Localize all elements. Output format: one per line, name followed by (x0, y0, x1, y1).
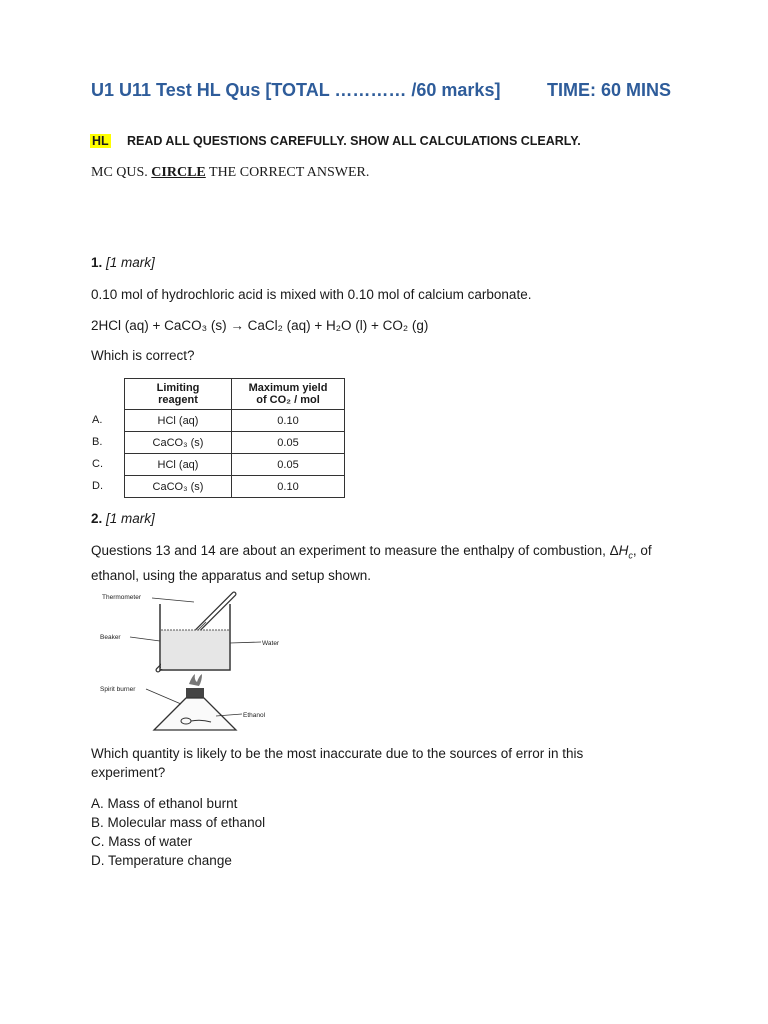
q1-statement: 0.10 mol of hydrochloric acid is mixed with 0.10 mol of calcium carbonate. (91, 287, 532, 302)
answer-option-b[interactable]: B. Molecular mass of ethanol (91, 815, 266, 830)
answer-option-a[interactable]: A. Mass of ethanol burnt (91, 796, 238, 811)
q2-marks: [1 mark] (106, 511, 155, 526)
table-row (125, 476, 345, 498)
answer-option-d[interactable]: D. Temperature change (91, 853, 232, 868)
table-header-reagent: Limiting reagent (125, 379, 232, 410)
option-letter-d: D. (92, 480, 103, 492)
q1-question: Which is correct? (91, 348, 195, 363)
option-letter-b: B. (92, 436, 103, 448)
table-row (125, 454, 345, 476)
table-cell-reagent: CaCO₃ (s) (125, 476, 232, 498)
table-row (125, 410, 345, 432)
q1-number: 1. (91, 255, 103, 270)
table-cell-reagent: CaCO₃ (s) (125, 432, 232, 454)
table-cell-yield: 0.10 (232, 410, 345, 432)
q2-options (91, 794, 265, 870)
table-cell-reagent: HCl (aq) (125, 454, 232, 476)
q1-equation: 2HCl (aq) + CaCO₃ (s) → CaCl₂ (aq) + H₂O (l) + CO₂ (g) (91, 318, 429, 333)
label-water: Water (262, 640, 280, 647)
spirit-burner-icon (154, 674, 236, 730)
label-ethanol: Ethanol (243, 712, 266, 719)
q1-marks: [1 mark] (106, 255, 155, 270)
beaker-icon (160, 604, 230, 670)
apparatus-diagram (96, 588, 286, 738)
table-row (125, 432, 345, 454)
table-header-yield: Maximum yield of CO₂ / mol (232, 379, 345, 410)
label-thermometer: Thermometer (102, 594, 142, 601)
label-beaker: Beaker (100, 634, 121, 641)
table-cell-yield: 0.10 (232, 476, 345, 498)
option-letter-c: C. (92, 458, 103, 470)
answer-option-c[interactable]: C. Mass of water (91, 834, 193, 849)
q2-number: 2. (91, 511, 103, 526)
hl-tag (90, 134, 111, 148)
label-spirit-burner: Spirit burner (100, 686, 136, 693)
time-label: TIME: 60 MINS (547, 80, 672, 100)
q1-header (91, 255, 155, 270)
q2-intro: Questions 13 and 14 are about an experiment to measure the enthalpy of combustion, $\Delta H_c$, of ethanol, using the apparatus and setup shown. (91, 543, 652, 583)
q1-answer-table (124, 378, 345, 498)
hl-badge: HL (92, 134, 109, 148)
mc-circle-word: CIRCLE (151, 165, 206, 180)
mc-prefix: MC QUS. (91, 165, 152, 180)
mc-instruction (91, 165, 369, 181)
table-cell-reagent: HCl (aq) (125, 410, 232, 432)
q2-question: Which quantity is likely to be the most inaccurate due to the sources of error in this experiment? (91, 746, 584, 780)
instructions-text: READ ALL QUESTIONS CAREFULLY. SHOW ALL CALCULATIONS CLEARLY. (127, 134, 581, 148)
q2-header (91, 511, 155, 526)
mc-suffix: THE CORRECT ANSWER. (205, 165, 370, 180)
table-cell-yield: 0.05 (232, 432, 345, 454)
page-title: U1 U11 Test HL Qus [TOTAL ………… /60 marks] (91, 80, 501, 100)
option-letter-a: A. (92, 414, 103, 426)
table-cell-yield: 0.05 (232, 454, 345, 476)
